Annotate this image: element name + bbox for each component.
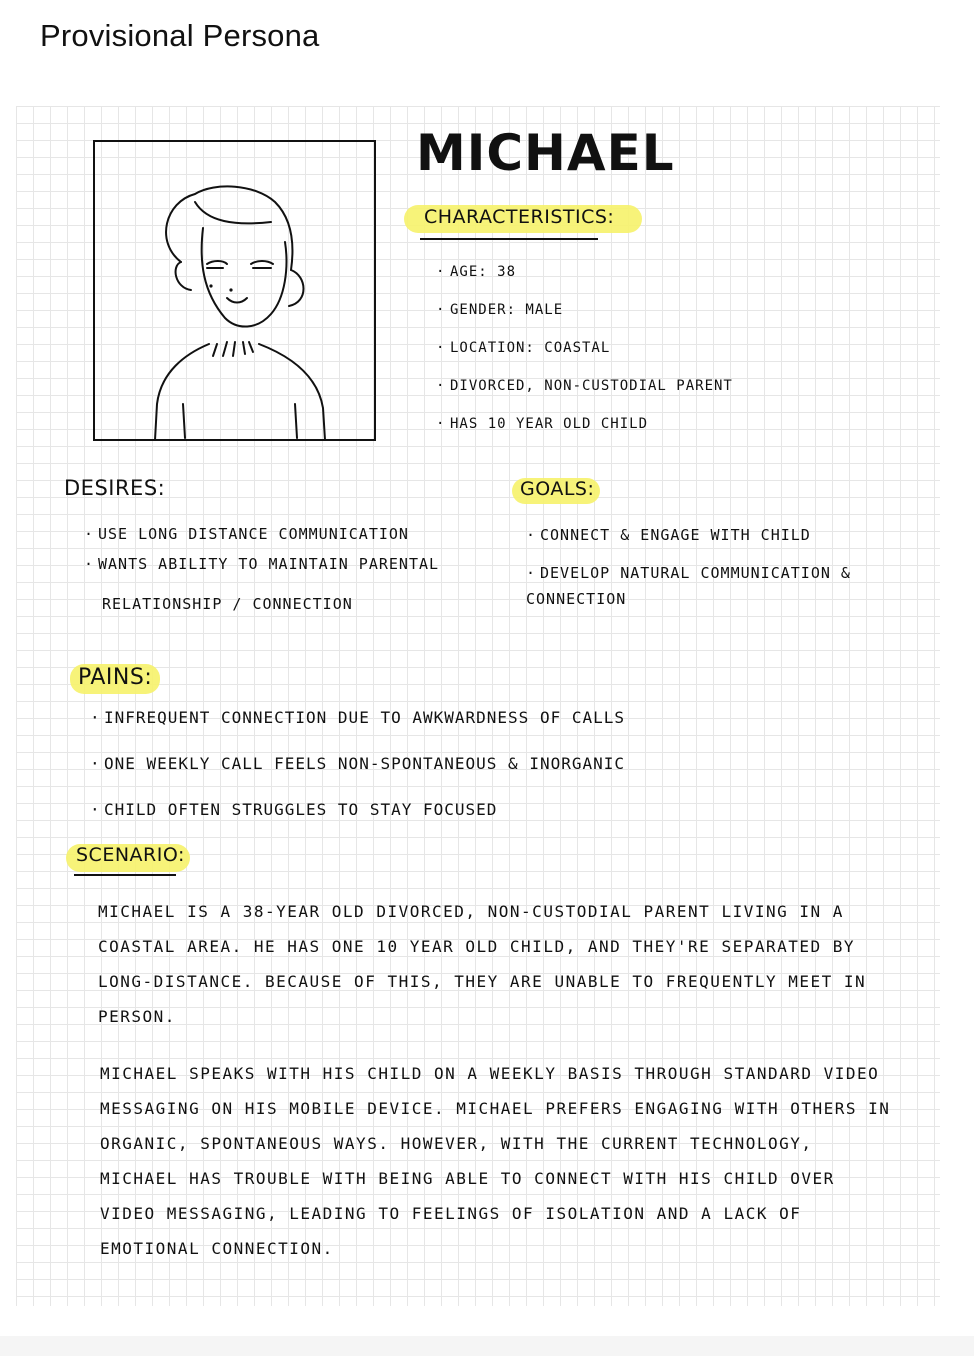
characteristics-underline [420,238,598,240]
goals-heading: GOALS: [520,478,595,500]
list-item: · HAS 10 YEAR OLD CHILD [436,416,649,432]
persona-name: MICHAEL [416,124,675,182]
desires-list [84,524,504,624]
pains-heading: PAINS: [78,665,153,690]
bottom-strip [0,1336,974,1356]
characteristics-heading: CHARACTERISTICS: [424,206,615,228]
characteristics-list [436,262,733,452]
list-item: · CHILD OFTEN STRUGGLES TO STAY FOCUSED [90,800,498,819]
pains-list [90,706,790,844]
list-item: · INFREQUENT CONNECTION DUE TO AWKWARDNESS OF CALLS [90,708,626,727]
desires-heading: DESIRES: [64,476,166,500]
list-item: · AGE: 38 [436,264,517,280]
list-item: · WANTS ABILITY TO MAINTAIN PARENTAL RELATIONSHIP / CONNECTION [84,554,504,614]
list-item: · LOCATION: COASTAL [436,340,611,356]
list-item: · DEVELOP NATURAL COMMUNICATION & CONNECTION [526,564,851,608]
list-item: · CONNECT & ENGAGE WITH CHILD [526,526,811,544]
page-title: Provisional Persona [40,18,320,53]
persona-portrait [93,140,376,441]
goals-list [526,522,906,624]
scenario-underline [74,874,176,876]
scenario-paragraph: MICHAEL SPEAKS WITH HIS CHILD ON A WEEKLY BASIS THROUGH STANDARD VIDEO MESSAGING ON HIS MOBILE DEVICE. MICHAEL PREFERS ENGAGING WITH OTHERS IN ORGANIC, SPONTANEOUS WAYS. HOWEVER, WITH THE CURRENT TECHNOLOGY, MICHAEL HAS TROUBLE WITH BEING ABLE TO CONNECT WITH HIS CHILD OVER VIDEO MESSAGING, LEADING TO FEELINGS OF ISOLATION AND A LACK OF EMOTIONAL CONNECTION. [100,1064,891,1258]
scenario-paragraph: MICHAEL IS A 38-YEAR OLD DIVORCED, NON-CUSTODIAL PARENT LIVING IN A COASTAL AREA. HE HAS ONE 10 YEAR OLD CHILD, AND THEY'RE SEPARATED BY LONG-DISTANCE. BECAUSE OF THIS, THEY ARE UNABLE TO FREQUENTLY MEET IN PERSON. [98,902,867,1026]
list-item: · DIVORCED, NON-CUSTODIAL PARENT [436,378,733,394]
list-item: · GENDER: MALE [436,302,564,318]
list-item: · ONE WEEKLY CALL FEELS NON-SPONTANEOUS & INORGANIC [90,754,626,773]
persona-sketch-icon [95,142,378,443]
list-item-continuation: RELATIONSHIP / CONNECTION [102,595,353,613]
list-item: · USE LONG DISTANCE COMMUNICATION [84,525,409,543]
scenario-heading: SCENARIO: [76,844,185,866]
